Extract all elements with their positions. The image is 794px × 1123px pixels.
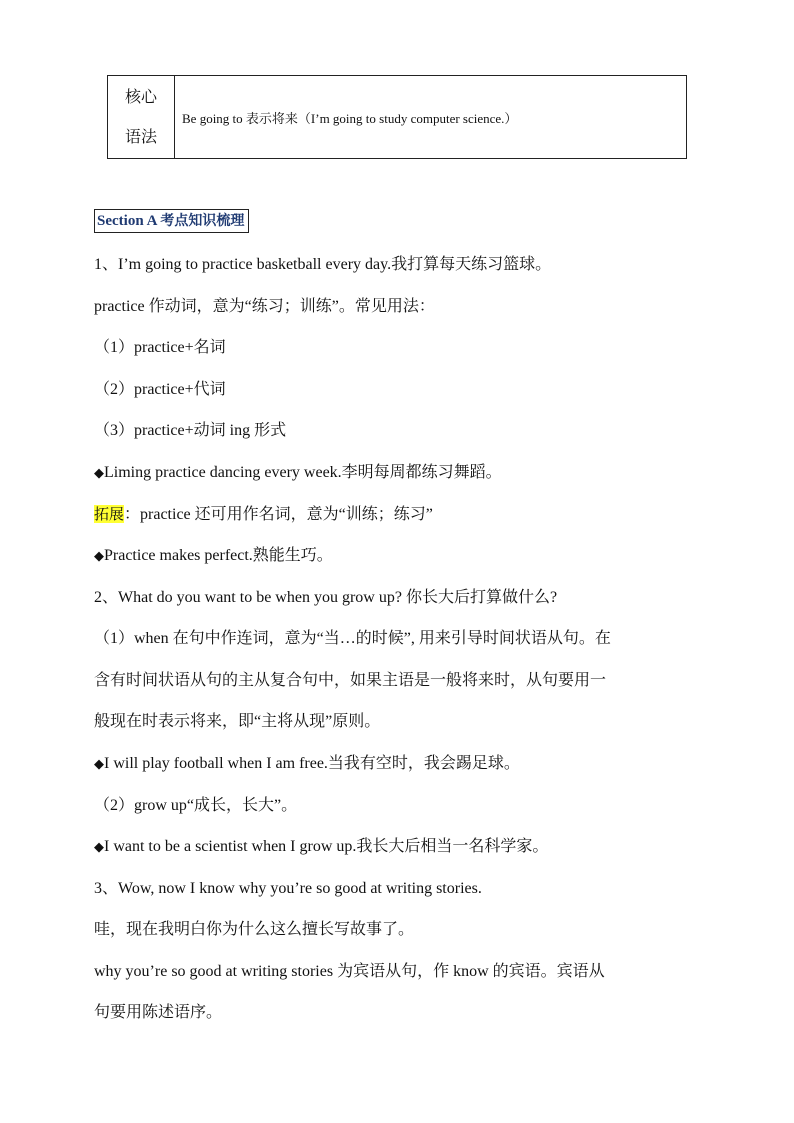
point-3-translation: 哇，现在我明白你为什么这么擅长写故事了。 [94, 921, 415, 938]
section-heading [94, 209, 249, 233]
example-text: Liming practice dancing every week.李明每周都练习舞蹈。 [104, 464, 502, 481]
extension-text: ：practice 还可用作名词，意为“训练；练习” [124, 506, 433, 523]
example-text: I will play football when I am free.当我有空时，我会踢足球。 [104, 755, 520, 772]
example-sentence [94, 545, 333, 568]
practice-usage-2: （2）practice+代词 [94, 381, 226, 398]
example-sentence [94, 836, 548, 859]
practice-usage-3: （3）practice+动词 ing 形式 [94, 422, 287, 439]
point-3-title: 3、Wow, now I know why you’re so good at writing stories. [94, 880, 482, 897]
bullet-diamond-icon: ◆ [94, 840, 104, 855]
point-1-title: 1、I’m going to practice basketball every day.我打算每天练习篮球。 [94, 256, 552, 273]
section-heading-zh: 考点知识梳理 [160, 213, 245, 229]
example-text: Practice makes perfect.熟能生巧。 [104, 547, 333, 564]
grammar-label-line1: 核心 [124, 87, 157, 106]
when-explanation-line2: 含有时间状语从句的主从复合句中，如果主语是一般将来时，从句要用一 [94, 672, 607, 689]
object-clause-explanation-line1: why you’re so good at writing stories 为宾语从句，作 know 的宾语。宾语从 [94, 963, 605, 980]
when-explanation-line1: （1）when 在句中作连词，意为“当…的时候”, 用来引导时间状语从句。在 [94, 630, 611, 647]
example-sentence [94, 753, 520, 776]
example-sentence [94, 462, 502, 485]
example-text: I want to be a scientist when I grow up.我长大后相当一名科学家。 [104, 838, 549, 855]
bullet-diamond-icon: ◆ [94, 757, 104, 772]
grammar-label-cell [108, 76, 175, 158]
practice-usage-1: （1）practice+名词 [94, 339, 226, 356]
practice-usage-intro: practice 作动词，意为“练习；训练”。常见用法： [94, 298, 435, 315]
bullet-diamond-icon: ◆ [94, 549, 104, 564]
grammar-content-cell: Be going to 表示将来（I’m going to study computer science.） [182, 110, 518, 126]
extension-highlight: 拓展 [94, 505, 125, 523]
grow-up-explanation: （2）grow up“成长，长大”。 [94, 797, 298, 814]
section-heading-en: Section A [97, 213, 157, 229]
bullet-diamond-icon: ◆ [94, 466, 104, 481]
extension-note [94, 503, 433, 526]
grammar-label-line2: 语法 [124, 127, 157, 146]
point-2-title: 2、What do you want to be when you grow up? 你长大后打算做什么? [94, 589, 558, 606]
when-explanation-line3: 般现在时表示将来，即“主将从现”原则。 [94, 713, 381, 730]
grammar-table [107, 75, 687, 159]
object-clause-explanation-line2: 句要用陈述语序。 [94, 1004, 223, 1021]
